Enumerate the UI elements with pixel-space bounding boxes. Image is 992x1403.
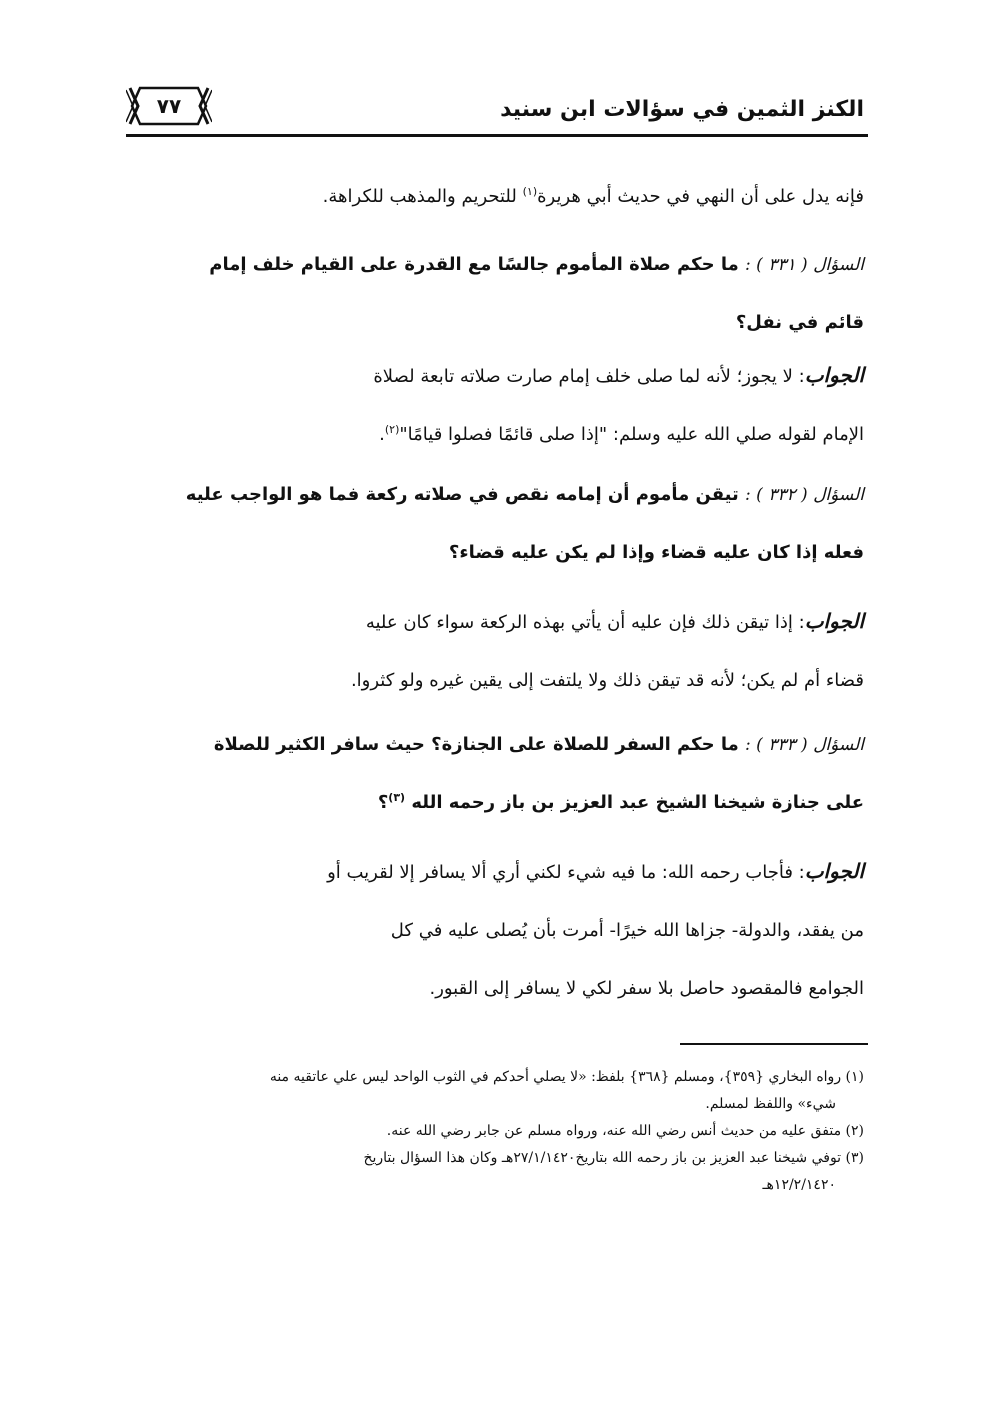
- answer-text: الإمام لقوله صلي الله عليه وسلم: "إذا صلى قائمًا فصلوا قيامًا": [399, 424, 864, 445]
- question-text: على جنازة شيخنا الشيخ عبد العزيز بن باز رحمه الله: [405, 792, 864, 813]
- question-text: فعله إذا كان عليه قضاء وإذا لم يكن عليه قضاء؟: [448, 542, 864, 563]
- paragraph-text: فإنه يدل على أن النهي في حديث أبي هريرة: [537, 186, 864, 207]
- answer-331: [126, 346, 864, 464]
- answer-333: [126, 842, 864, 1018]
- footnote-ref-2: (٢): [384, 423, 400, 436]
- answer-text: الجوامع فالمقصود حاصل بلا سفر لكي لا يسافر إلى القبور.: [429, 978, 864, 999]
- question-text: ما حكم السفر للصلاة على الجنازة؟ حيث سافر الكثير للصلاة: [213, 734, 746, 755]
- footnote-1: [126, 1064, 864, 1118]
- paragraph-text: للتحريم والمذهب للكراهة.: [322, 186, 523, 207]
- question-text-end: ؟: [377, 792, 389, 813]
- footnote-3: [126, 1145, 864, 1199]
- answer-text: من يفقد، والدولة- جزاها الله خيرًا- أمرت بأن يُصلى عليه في كل: [390, 920, 864, 941]
- page-number: ٧٧: [156, 94, 182, 118]
- question-text: قائم في نفل؟: [735, 312, 864, 333]
- answer-332: [126, 592, 864, 710]
- question-label: السؤال ( ٣٣٢ ) :: [745, 485, 864, 505]
- answer-label: الجواب: [804, 363, 864, 387]
- footnote-text: (٣) توفي شيخنا عبد العزيز بن باز رحمه الله بتاريخ٢٧/١/١٤٢٠هـ وكان هذا السؤال بتاريخ: [363, 1150, 864, 1166]
- question-label: السؤال ( ٣٣١ ) :: [745, 255, 864, 275]
- footnote-ref-3: (٣): [388, 791, 406, 804]
- question-text: ما حكم صلاة المأموم جالسًا مع القدرة على القيام خلف إمام: [209, 254, 746, 275]
- answer-text-end: .: [379, 424, 385, 445]
- page-number-frame: [126, 84, 212, 128]
- footnote-text: ١٢/٢/١٤٢٠هـ: [762, 1177, 836, 1193]
- header-divider: [126, 134, 868, 137]
- answer-text: : إذا تيقن ذلك فإن عليه أن يأتي بهذه الركعة سواء كان عليه: [365, 612, 805, 633]
- footnote-text: (١) رواه البخاري {٣٥٩}، ومسلم {٣٦٨} بلفظ: «لا يصلي أحدكم في الثوب الواحد ليس علي عاتقيه منه: [269, 1069, 864, 1085]
- answer-text: : لا يجوز؛ لأنه لما صلى خلف إمام صارت صلاته تابعة لصلاة: [373, 366, 805, 387]
- footnote-text: (٢) متفق عليه من حديث أنس رضي الله عنه، ورواه مسلم عن جابر رضي الله عنه.: [386, 1123, 864, 1139]
- footnotes: [126, 1064, 864, 1199]
- answer-text: قضاء أم لم يكن؛ لأنه قد تيقن ذلك ولا يلتفت إلى يقين غيره ولو كثروا.: [350, 670, 864, 691]
- question-332: [126, 466, 864, 582]
- footnote-2: [126, 1118, 864, 1145]
- footnote-text: شيء» واللفظ لمسلم.: [705, 1096, 836, 1112]
- running-header-title: الكنز الثمين في سؤالات ابن سنيد: [500, 97, 864, 122]
- footnote-ref-1: (١): [522, 185, 538, 198]
- question-333: [126, 716, 864, 832]
- paragraph-intro: [126, 168, 864, 226]
- question-label: السؤال ( ٣٣٣ ) :: [745, 735, 864, 755]
- answer-label: الجواب: [804, 859, 864, 883]
- question-text: تيقن مأموم أن إمامه نقص في صلاته ركعة فما هو الواجب عليه: [185, 484, 746, 505]
- answer-text: : فأجاب رحمه الله: ما فيه شيء لكني أري ألا يسافر إلا لقريب أو: [327, 862, 805, 883]
- answer-label: الجواب: [804, 609, 864, 633]
- footnote-divider: [680, 1043, 868, 1045]
- question-331: [126, 236, 864, 352]
